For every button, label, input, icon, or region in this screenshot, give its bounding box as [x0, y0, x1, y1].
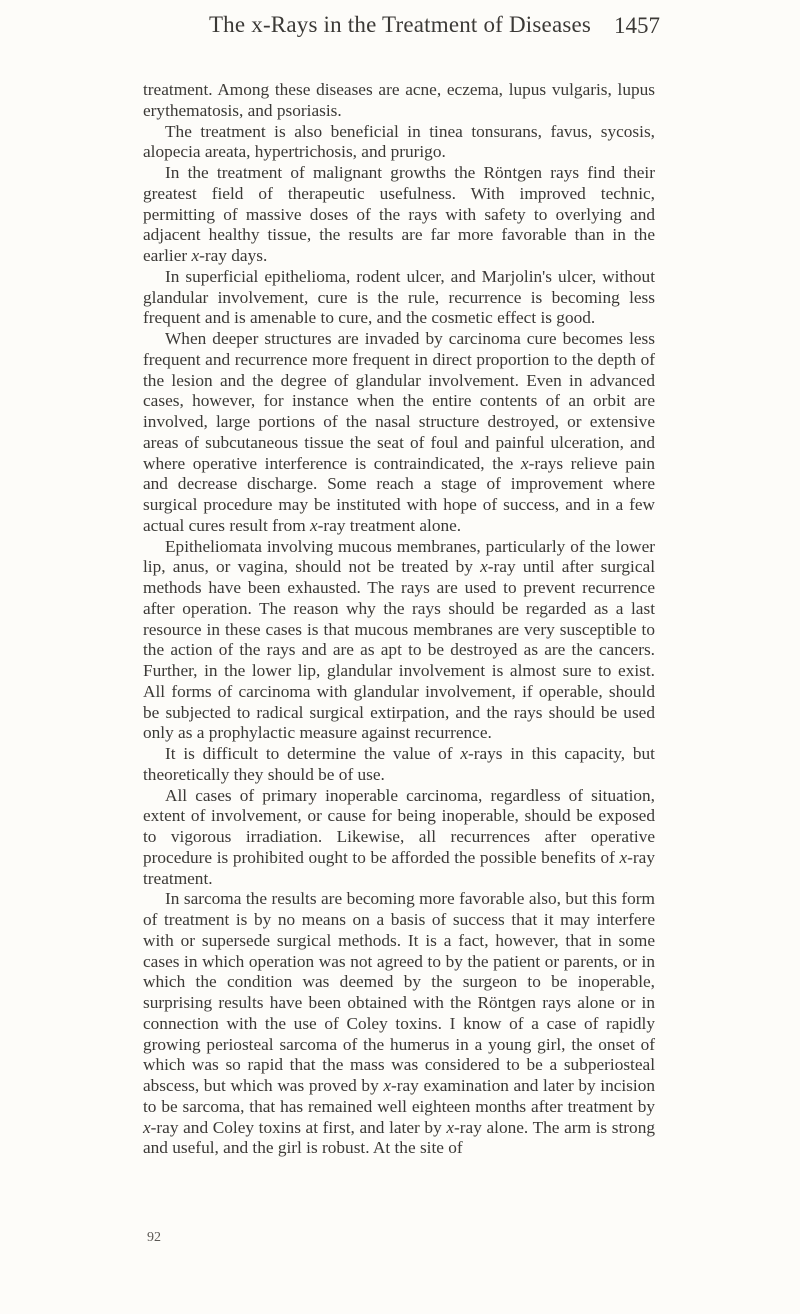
paragraph: It is difficult to determine the value of x-rays in this capacity, but theoretically they should be of use.	[143, 744, 655, 784]
body-text	[143, 80, 655, 1159]
page-number: 1457	[614, 13, 660, 38]
paragraph: In the treatment of malignant growths the Röntgen rays find their greatest field of therapeutic usefulness. With improved technic, permitting of massive doses of the rays with safety to overlying and adjacent healthy tissue, the results are far more favorable than in the earlier x-ray days.	[143, 163, 655, 265]
signature-mark: 92	[147, 1230, 161, 1245]
running-title: The x-Rays in the Treatment of Diseases	[208, 12, 592, 37]
paragraph: Epitheliomata involving mucous membranes, particularly of the lower lip, anus, or vagina, should not be treated by x-ray until after surgical methods have been exhausted. The rays are used to prevent recurrence after operation. The reason why the rays should be regarded as a last resource in these cases is that mucous membranes are very susceptible to the action of the rays and are as apt to be destroyed as are the cancers. Further, in the lower lip, glandular involvement is almost sure to exist. All forms of carcinoma with glandular involvement, if operable, should be subjected to radical surgical extirpation, and the rays should be used only as a prophylactic measure against recurrence.	[143, 536, 655, 743]
paragraph: In superficial epithelioma, rodent ulcer, and Marjolin's ulcer, without glandular involvement, cure is the rule, recurrence is becoming less frequent and is amenable to cure, and the cosmetic effect is good.	[143, 266, 655, 328]
paragraph: When deeper structures are invaded by carcinoma cure becomes less frequent and recurrence more frequent in direct proportion to the depth of the lesion and the degree of glandular involvement. Even in advanced cases, however, for instance when the entire contents of an orbit are involved, large portions of the nasal structure destroyed, or extensive areas of subcutaneous tissue the seat of foul and painful ulceration, and where operative interference is contraindicated, the x-rays relieve pain and decrease discharge. Some reach a stage of improvement where surgical procedure may be instituted with hope of success, and in a few actual cures result from x-ray treatment alone.	[143, 329, 656, 535]
paragraph: All cases of primary inoperable carcinoma, regardless of situation, extent of involvement, or cause for being inoperable, should be exposed to vigorous irradiation. Likewise, all recurrences after operative procedure is prohibited ought to be afforded the possible benefits of x-ray treatment.	[143, 785, 655, 888]
page-header	[0, 12, 800, 48]
paragraph: In sarcoma the results are becoming more favorable also, but this form of treatment is by no means on a basis of success that it may interfere with or supersede surgical methods. It is a fact, however, that in some cases in which operation was not agreed to by the patient or parents, or in which the condition was deemed by the surgeon to be inoperable, surprising results have been obtained with the Röntgen rays alone or in connection with the use of Coley toxins. I know of a case of rapidly growing periosteal sarcoma of the humerus in a young girl, the onset of which was so rapid that the mass was considered to be a subperiosteal abscess, but which was proved by x-ray examination and later by incision to be sarcoma, that has remained well eighteen months after treatment by x-ray and Coley toxins at first, and later by x-ray alone. The arm is strong and useful, and the girl is robust. At the site of	[143, 889, 655, 1158]
paragraph: treatment. Among these diseases are acne, eczema, lupus vulgaris, lupus erythematosis, and psoriasis.	[143, 80, 655, 120]
paragraph: The treatment is also beneficial in tinea tonsurans, favus, sycosis, alopecia areata, hypertrichosis, and prurigo.	[143, 121, 655, 162]
